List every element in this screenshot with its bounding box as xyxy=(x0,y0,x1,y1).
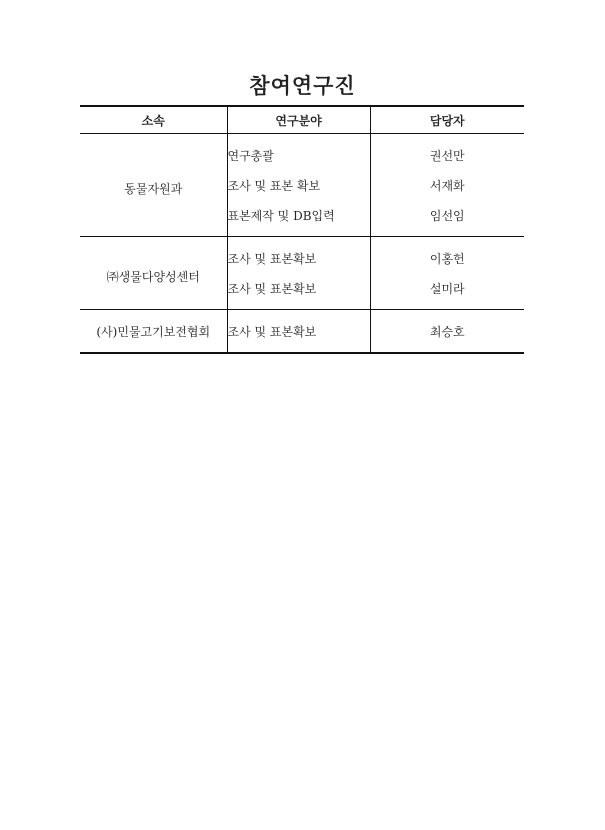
research-field-cell: 표본제작 및 DB입력 xyxy=(227,200,370,237)
person-cell: 권선만 xyxy=(370,134,524,171)
group-animal-resources xyxy=(80,134,524,237)
page-title: 참여연구진 xyxy=(249,74,356,98)
group-biodiversity-center xyxy=(80,237,524,310)
research-field-cell: 조사 및 표본 확보 xyxy=(227,170,370,200)
research-field-cell: 연구총괄 xyxy=(227,134,370,171)
person-cell: 이홍헌 xyxy=(370,237,524,274)
affiliation-cell: ㈜생물다양성센터 xyxy=(106,269,200,284)
research-staff-table xyxy=(80,105,524,354)
affiliation-cell: (사)민물고기보전협회 xyxy=(96,324,211,339)
person-cell: 최승호 xyxy=(370,310,524,354)
table-row xyxy=(80,237,524,274)
group-freshwater-fish-association xyxy=(80,310,524,354)
header-person-in-charge: 담당자 xyxy=(370,106,524,134)
person-cell: 설미라 xyxy=(370,273,524,310)
affiliation-cell: 동물자원과 xyxy=(124,181,183,196)
person-cell: 서재화 xyxy=(370,170,524,200)
table-header-row xyxy=(80,106,524,134)
research-field-cell: 조사 및 표본확보 xyxy=(227,237,370,274)
header-research-field: 연구분야 xyxy=(227,106,370,134)
header-affiliation: 소속 xyxy=(141,113,165,128)
research-field-cell: 조사 및 표본확보 xyxy=(227,273,370,310)
table-row xyxy=(80,310,524,354)
table-row xyxy=(80,134,524,171)
research-field-cell: 조사 및 표본확보 xyxy=(227,310,370,354)
person-cell: 임선임 xyxy=(370,200,524,237)
